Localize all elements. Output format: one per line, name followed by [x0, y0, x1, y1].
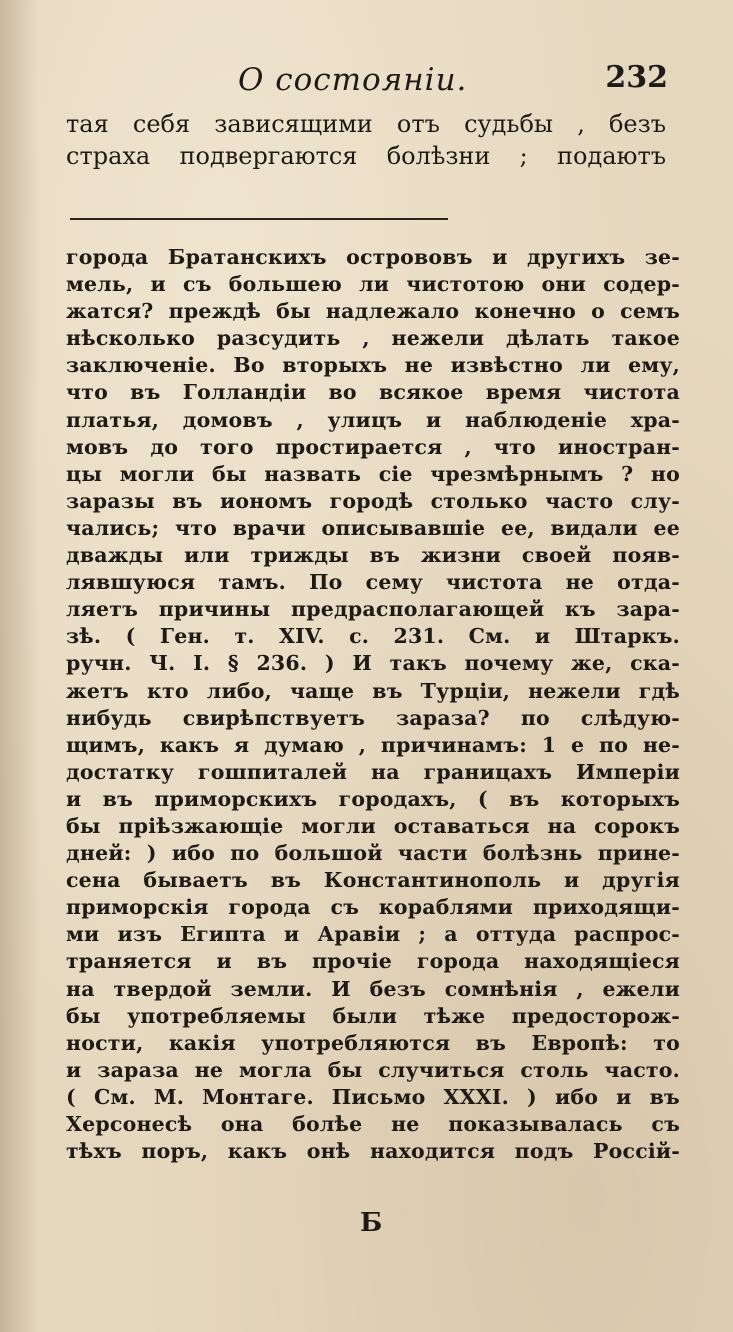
footnote-line: ручн. Ч. I. § 236. ) И такъ почему же, ска- [66, 651, 680, 676]
footnote-line: приморскiя города съ кораблями приходящи- [66, 895, 680, 920]
footnote [66, 244, 680, 1165]
footnote-line: и въ приморскихъ городахъ, ( въ которыхъ [66, 786, 680, 811]
main-text [66, 108, 676, 172]
footnote-line: достатку гошпиталей на границахъ Имперiи [66, 759, 680, 784]
footnote-line: ми изъ Египта и Аравiи ; а оттуда распрос- [66, 922, 680, 947]
footnote-divider [70, 218, 448, 220]
main-text-line: страха подвергаются болѣзни ; подаютъ [66, 142, 666, 170]
main-text-line: тая себя зависящими отъ судьбы , безъ [66, 110, 666, 138]
footnote-line: на твердой земли. И безъ сомнѣнiя , ежели [66, 976, 680, 1001]
footnote-line: зѣ. ( Ген. т. XIV. с. 231. См. и Штаркъ. [66, 624, 680, 649]
footnote-line: бы прiѣзжающiе могли оставаться на сорокъ [66, 813, 680, 838]
footnote-line: платья, домовъ , улицъ и наблюденiе хра- [66, 407, 680, 432]
footnote-line: что въ Голландiи во всякое время чистота [66, 380, 680, 405]
footnote-line: щимъ, какъ я думаю , причинамъ: 1 е по не- [66, 732, 680, 757]
running-title: О состоянiи. [238, 62, 468, 98]
footnote-line: мель, и съ большею ли чистотою они содер- [66, 272, 680, 297]
footnote-line: сена бываетъ въ Константинополь и другiя [66, 868, 680, 893]
footnote-line: ности, какiя употребляются въ Европѣ: то [66, 1030, 680, 1055]
footnote-line: жетъ кто либо, чаще въ Турцiи, нежели гдѣ [66, 678, 680, 703]
footnote-line: чались; что врачи описывавшiе ее, видали ее [66, 515, 680, 540]
footnote-line: нѣсколько разсудить , нежели дѣлать такое [66, 326, 680, 351]
footnote-line: тѣхъ поръ, какъ онѣ находится подъ Россiй- [66, 1139, 680, 1164]
footnote-line: заключенiе. Во вторыхъ не извѣстно ли ему, [66, 353, 680, 378]
footnote-line: дважды или трижды въ жизни своей появ- [66, 543, 680, 568]
footnote-line: дней: ) ибо по большой части болѣзнь прине- [66, 841, 680, 866]
footnote-line: жатся? преждѣ бы надлежало конечно о семъ [66, 299, 680, 324]
printer-signature-mark: Б [360, 1208, 383, 1238]
footnote-line: лявшуюся тамъ. По сему чистота не отда- [66, 570, 680, 595]
footnote-line: города Братанскихъ острововъ и другихъ зе- [66, 245, 680, 269]
footnote-line: и зараза не могла бы случиться столь часто. [66, 1057, 680, 1082]
footnote-line: траняется и въ прочiе города находящiеся [66, 949, 680, 974]
footnote-line: заразы въ иономъ городѣ столько часто слу- [66, 488, 680, 513]
footnote-line: бы употребляемы были тѣже предосторож- [66, 1003, 680, 1028]
footnote-line: Херсонесѣ она болѣе не показывалась съ [66, 1112, 680, 1136]
footnote-line: ( См. М. Монтаге. Письмо XXXI. ) ибо и въ [66, 1084, 680, 1109]
page-number: 232 [605, 60, 668, 95]
footnote-line: ляетъ причины предрасполагающей къ зара- [66, 597, 680, 622]
page-header [238, 58, 668, 102]
footnote-line: мовъ до того простирается , что иностран- [66, 434, 680, 459]
footnote-line: цы могли бы назвать сiе чрезмѣрнымъ ? но [66, 461, 680, 486]
footnote-line: нибудь свирѣпствуетъ зараза? по слѣдую- [66, 705, 680, 730]
